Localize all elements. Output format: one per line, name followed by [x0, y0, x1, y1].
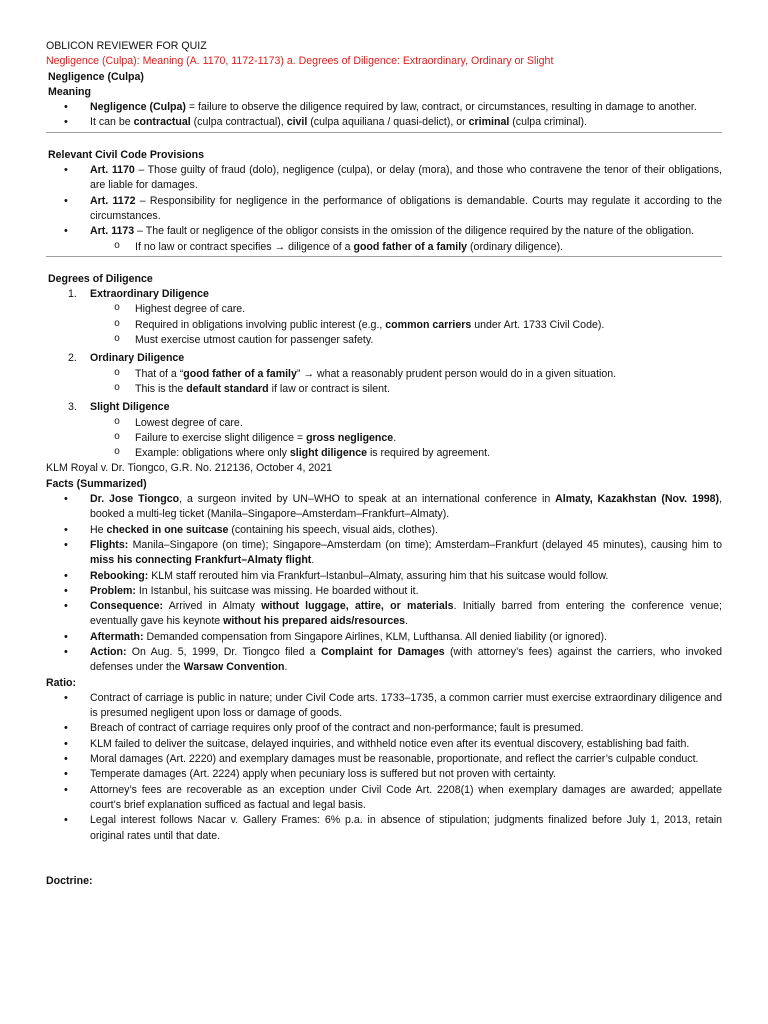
list-item: • It can be contractual (culpa contractual), civil (culpa aquiliana / quasi-delict), or criminal (culpa criminal). — [46, 115, 722, 130]
list-item: • Action: On Aug. 5, 1999, Dr. Tiongco filed a Complaint for Damages (with attorney’s fees) against the carriers, who invoked defenses under the Warsaw Convention. — [46, 645, 722, 676]
list-item: • Contract of carriage is public in nature; under Civil Code arts. 1733–1735, a common carrier must exercise extraordinary diligence and is presumed negligent upon loss or damage of goods. — [46, 691, 722, 722]
sub-item: o Highest degree of care. — [46, 302, 722, 317]
list-item: • Breach of contract of carriage requires only proof of the contract and non-performance; fault is presumed. — [46, 721, 722, 736]
list-item: • Attorney’s fees are recoverable as an exception under Civil Code Art. 2208(1) when exemplary damages are awarded; appellate court’s brief explanation sufficed as factual and legal basis. — [46, 783, 722, 814]
list-item: • Art. 1170 – Those guilty of fraud (dolo), negligence (culpa), or delay (mora), and those who contravene the tenor of their obligations, are liable for damages. — [46, 163, 722, 194]
list-item: • Legal interest follows Nacar v. Gallery Frames: 6% p.a. in absence of stipulation; judgments finalized before July 1, 2013, retain original rates until that date. — [46, 813, 722, 844]
degree-item: 2. Ordinary Diligence o That of a “good father of a family” → what a reasonably prudent person would do in a given situation. o This is the default standard if law or contract is silent. — [46, 351, 722, 397]
ratio-heading: Ratio: — [46, 676, 77, 689]
list-item: • Rebooking: KLM staff rerouted him via Frankfurt–Istanbul–Almaty, assuring him that his suitcase would follow. — [46, 569, 722, 584]
document-title: OBLICON REVIEWER FOR QUIZ — [46, 40, 207, 52]
meaning-list — [46, 100, 722, 131]
heading-provisions: Relevant Civil Code Provisions — [48, 148, 205, 161]
facts-list — [46, 492, 722, 676]
sub-item: o Failure to exercise slight diligence = gross negligence. — [46, 431, 722, 446]
facts-heading: Facts (Summarized) — [46, 477, 147, 490]
list-item: • Moral damages (Art. 2220) and exemplary damages must be reasonable, proportionate, and reflect the carrier’s culpable conduct. — [46, 752, 722, 767]
list-item: • Dr. Jose Tiongco, a surgeon invited by UN–WHO to speak at an international conference in Almaty, Kazakhstan (Nov. 1998), booked a multi-leg ticket (Manila–Singapore–Amsterdam–Frankfurt–Almaty). — [46, 492, 722, 523]
list-item: • Aftermath: Demanded compensation from Singapore Airlines, KLM, Lufthansa. All denied liability (or ignored). — [46, 630, 722, 645]
degrees-list — [46, 287, 722, 461]
list-item: • Negligence (Culpa) = failure to observe the diligence required by law, contract, or circumstances, resulting in damage to another. — [46, 100, 722, 115]
sub-list — [46, 240, 722, 255]
sub-item: o This is the default standard if law or contract is silent. — [46, 382, 722, 397]
doctrine-heading: Doctrine: — [46, 874, 93, 887]
list-item: • Consequence: Arrived in Almaty without luggage, attire, or materials. Initially barred from entering the conference venue; eventually gave his keynote without his prepared aids/resources. — [46, 599, 722, 630]
list-item: • Temperate damages (Art. 2224) apply when pecuniary loss is suffered but not proven with certainty. — [46, 767, 722, 782]
degree-item: 3. Slight Diligence o Lowest degree of care. o Failure to exercise slight diligence = gross negligence. o Example: obligations where only slight diligence is required by agreement. — [46, 400, 722, 461]
list-item: • Problem: In Istanbul, his suitcase was missing. He boarded without it. — [46, 584, 722, 599]
list-item: • KLM failed to deliver the suitcase, delayed inquiries, and withheld notice even after its eventual discovery, establishing bad faith. — [46, 737, 722, 752]
provisions-list — [46, 163, 722, 255]
list-item: • Art. 1173 – The fault or negligence of the obligor consists in the omission of the diligence required by the nature of the obligation. o If no law or contract specifies → diligence of a good father of a family (ordinary diligence). — [46, 224, 722, 255]
sub-item: o Must exercise utmost caution for passenger safety. — [46, 333, 722, 348]
ratio-list — [46, 691, 722, 844]
sub-list — [46, 367, 722, 398]
list-item: • Flights: Manila–Singapore (on time); Singapore–Amsterdam (on time); Amsterdam–Frankfurt (delayed 45 minutes), causing him to miss his connecting Frankfurt–Almaty flight. — [46, 538, 722, 569]
sub-item: o That of a “good father of a family” → what a reasonably prudent person would do in a given situation. — [46, 367, 722, 382]
sub-list — [46, 302, 722, 348]
sub-list — [46, 416, 722, 462]
heading-degrees: Degrees of Diligence — [48, 272, 153, 285]
degree-item: 1. Extraordinary Diligence o Highest degree of care. o Required in obligations involving public interest (e.g., common carriers under Art. 1733 Civil Code). o Must exercise utmost caution for passenger safety. — [46, 287, 722, 348]
list-item: • Art. 1172 – Responsibility for negligence in the performance of obligations is demandable. Courts may regulate it according to the circumstances. — [46, 194, 722, 225]
heading-negligence: Negligence (Culpa) — [48, 70, 144, 83]
case-citation: KLM Royal v. Dr. Tiongco, G.R. No. 212136, October 4, 2021 — [46, 462, 332, 475]
heading-meaning: Meaning — [48, 85, 91, 98]
list-item: • He checked in one suitcase (containing his speech, visual aids, clothes). — [46, 523, 722, 538]
sub-item: o Lowest degree of care. — [46, 416, 722, 431]
sub-item: o If no law or contract specifies → diligence of a good father of a family (ordinary diligence). — [46, 240, 722, 255]
sub-item: o Required in obligations involving public interest (e.g., common carriers under Art. 1733 Civil Code). — [46, 318, 722, 333]
sub-item: o Example: obligations where only slight diligence is required by agreement. — [46, 446, 722, 461]
topic-line: Negligence (Culpa): Meaning (A. 1170, 1172-1173) a. Degrees of Diligence: Extraordinary, Ordinary or Slight — [46, 55, 554, 68]
